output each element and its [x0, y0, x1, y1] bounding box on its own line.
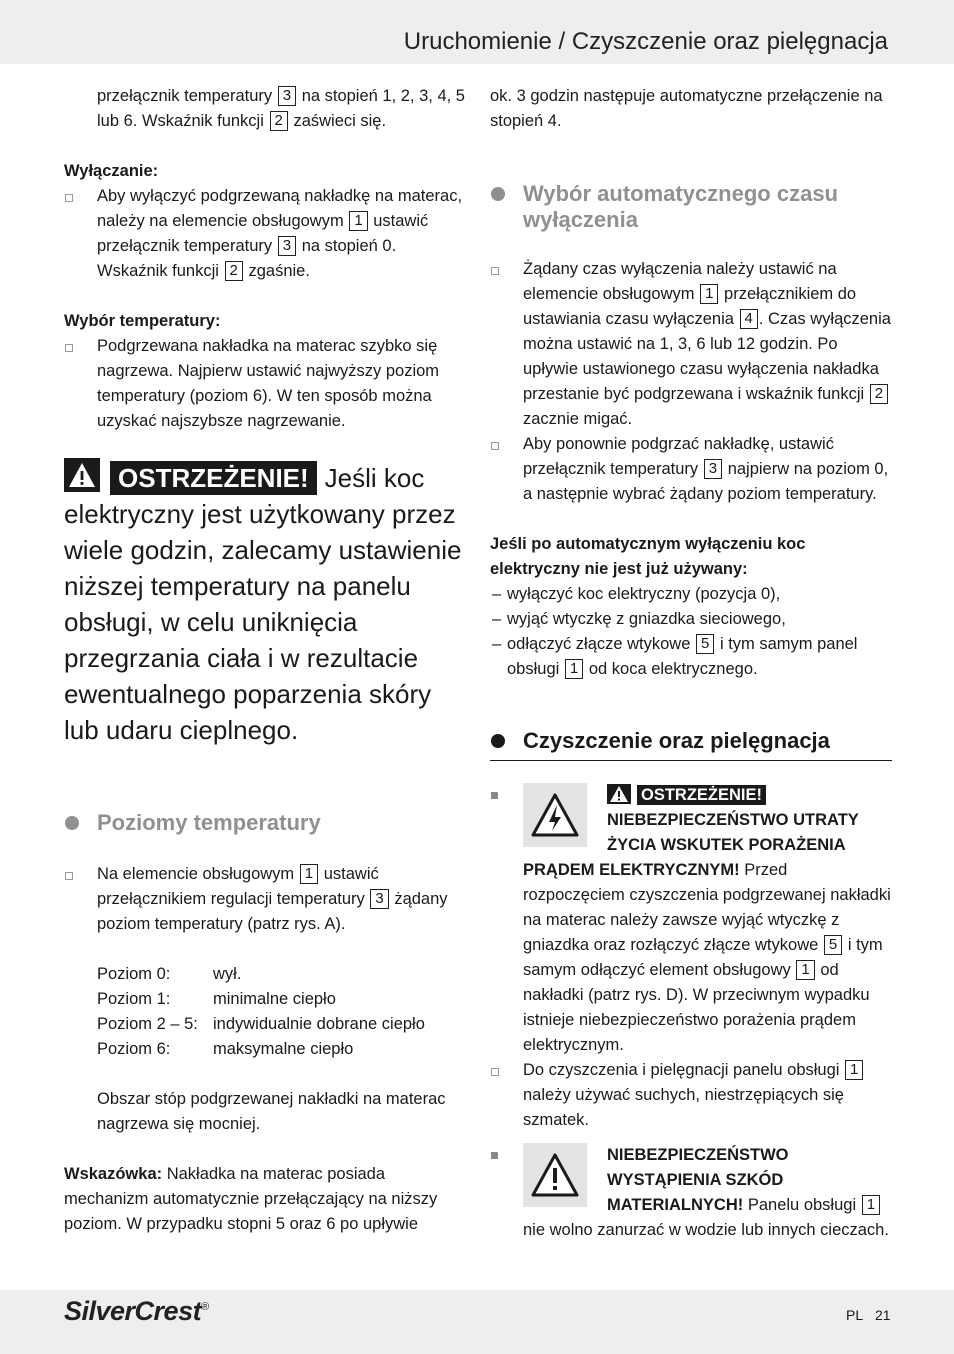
caution-icon	[523, 1143, 587, 1207]
unused-step: – wyjąć wtyczkę z gniazdka sieciowego,	[490, 607, 892, 632]
auto-item-1	[490, 257, 892, 432]
text: na stopień 0. Wskaźnik funkcji	[97, 237, 397, 280]
text: zacznie migać.	[523, 410, 633, 428]
electric-warning	[490, 783, 892, 1058]
left-column	[64, 84, 466, 1237]
warning-triangle-icon	[64, 458, 100, 492]
unused-heading: Jeśli po automatycznym wyłączeniu koc elektryczny nie jest już używany:	[490, 535, 806, 578]
text: Na elemencie obsługowym	[97, 865, 295, 883]
text: od nakładki (patrz rys. D). W przeciwnym wypadku istnieje niebezpieczeństwo porażenia prądem elektrycznym.	[523, 961, 870, 1054]
hint-label: Wskazówka:	[64, 1165, 163, 1183]
levels-item	[64, 862, 466, 937]
text: należy używać suchych, niestrzępiących się szmatek.	[523, 1086, 844, 1129]
warning-block	[64, 458, 466, 748]
level-desc: indywidualnie dobrane ciepło	[213, 1015, 425, 1033]
text: najpierw na poziom 0, a następnie wybrać żądany poziom temperatury.	[523, 460, 889, 503]
text: nie wolno zanurzać w wodzie lub innych cieczach.	[523, 1221, 889, 1239]
ref-box: 1	[845, 1060, 863, 1080]
off-item	[64, 184, 466, 284]
level-name: Poziom 6:	[97, 1040, 171, 1058]
intro-paragraph	[64, 84, 466, 134]
ref-box: 3	[278, 236, 296, 256]
text: i tym samym odłączyć element obsługowy	[523, 936, 883, 979]
ref-box: 1	[565, 659, 583, 679]
ref-box: 2	[870, 384, 888, 404]
ref-box: 3	[370, 889, 388, 909]
ref-box: 4	[740, 309, 758, 329]
off-heading: Wyłączanie:	[64, 162, 159, 180]
text: zgaśnie.	[248, 262, 310, 280]
unused-step	[490, 632, 892, 682]
brand-name: SilverCrest	[64, 1296, 202, 1326]
warning-triangle-icon	[607, 784, 631, 804]
text: zaświeci się.	[293, 112, 387, 130]
text: Panelu obsługi	[747, 1196, 857, 1214]
unused-step: – wyłączyć koc elektryczny (pozycja 0),	[490, 582, 892, 607]
text: na stopień 1, 2, 3, 4, 5 lub 6. Wskaźnik funkcji	[97, 87, 465, 130]
hint-paragraph	[64, 1162, 466, 1237]
level-name: Poziom 1:	[97, 990, 171, 1008]
danger-text: NIEBEZPIECZEŃSTWO WYSTĄPIENIA SZKÓD MATERIALNYCH!	[607, 1146, 789, 1214]
text: odłączyć złącze wtykowe	[507, 635, 691, 653]
text: przełącznik temperatury	[97, 87, 273, 105]
page-title: Uruchomienie / Czyszczenie oraz pielęgnacja	[403, 28, 888, 55]
damage-warning	[490, 1143, 892, 1243]
levels-list	[64, 962, 466, 1062]
text: ustawić przełącznik temperatury	[97, 212, 429, 255]
auto-off-heading: Wybór automatycznego czasu wyłączenia	[490, 181, 892, 233]
temp-item: Podgrzewana nakładka na materac szybko się nagrzewa. Najpierw ustawić najwyższy poziom temperatury (poziom 6). W ten sposób można uzyskać najszybsze nagrzewanie.	[64, 334, 466, 434]
temp-heading: Wybór temperatury:	[64, 312, 221, 330]
feet-note: Obszar stóp podgrzewanej nakładki na materac nagrzewa się mocniej.	[97, 1090, 446, 1133]
ref-box: 3	[278, 86, 296, 106]
text: ustawić przełącznikiem regulacji temperatury	[97, 865, 379, 908]
warning-label: OSTRZEŻENIE!	[637, 785, 766, 805]
level-name: Poziom 2 – 5:	[97, 1015, 198, 1033]
ref-box: 3	[704, 459, 722, 479]
level-desc: maksymalne ciepło	[213, 1040, 354, 1058]
language-code: PL	[846, 1307, 864, 1323]
cleaning-heading: Czyszczenie oraz pielęgnacja	[490, 728, 892, 761]
hint-text: Nakładka na materac posiada mechanizm automatycznie przełączający na niższy poziom. W przypadku stopni 5 oraz 6 po upływie	[64, 1165, 438, 1233]
warning-label: OSTRZEŻENIE!	[110, 461, 317, 495]
danger-text: NIEBEZPIECZEŃSTWO UTRATY ŻYCIA WSKUTEK PORAŻENIA PRĄDEM ELEKTRYCZNYM!	[523, 811, 859, 879]
text: od koca elektrycznego.	[588, 660, 758, 678]
ref-box: 2	[270, 111, 288, 131]
text: Do czyszczenia i pielęgnacji panelu obsługi	[523, 1061, 840, 1079]
right-column	[490, 84, 892, 1243]
text: Przed rozpoczęciem czyszczenia podgrzewanej nakładki na materac należy zawsze wyjąć wtyczkę z gniazdka oraz rozłączyć złącze wtykowe	[523, 861, 891, 954]
text: Żądany czas wyłączenia należy ustawić na elemencie obsługowym	[523, 260, 837, 303]
text: Aby wyłączyć podgrzewaną nakładkę na materac, należy na elemencie obsługowym	[97, 187, 463, 230]
ref-box: 1	[349, 211, 367, 231]
ref-box: 5	[824, 935, 842, 955]
level-desc: wył.	[213, 965, 242, 983]
brand-logo	[64, 1296, 209, 1327]
ref-box: 1	[700, 284, 718, 304]
text: żądany poziom temperatury (patrz rys. A).	[97, 890, 448, 933]
text: . Czas wyłączenia można ustawić na 1, 3, 6 lub 12 godzin. Po upływie ustawionego czasu wyłączenia nakładka przestanie być podgrzewana i wskaźnik funkcji	[523, 310, 891, 403]
level-name: Poziom 0:	[97, 965, 171, 983]
registered-mark: ®	[201, 1301, 209, 1313]
page-number: 21	[875, 1307, 891, 1323]
ref-box: 2	[225, 261, 243, 281]
cleaning-item	[490, 1058, 892, 1133]
auto-item-2	[490, 432, 892, 507]
warning-text: Jeśli koc elektryczny jest użytkowany przez wiele godzin, zalecamy ustawienie niższej temperatury na panelu obsługi, w celu uniknięcia przegrzania ciała i w rezultacie ewentualnego poparzenia skóry lub udaru cieplnego.	[64, 463, 462, 745]
continued-paragraph: ok. 3 godzin następuje automatyczne przełączenie na stopień 4.	[490, 87, 883, 130]
text: i tym samym panel obsługi	[507, 635, 858, 678]
ref-box: 1	[862, 1195, 880, 1215]
text: przełącznikiem do ustawiania czasu wyłączenia	[523, 285, 857, 328]
ref-box: 1	[300, 864, 318, 884]
ref-box: 5	[696, 634, 714, 654]
level-desc: minimalne ciepło	[213, 990, 336, 1008]
levels-heading: Poziomy temperatury	[64, 810, 466, 836]
electric-hazard-icon	[523, 783, 587, 847]
ref-box: 1	[796, 960, 814, 980]
text: Aby ponownie podgrzać nakładkę, ustawić przełącznik temperatury	[523, 435, 834, 478]
